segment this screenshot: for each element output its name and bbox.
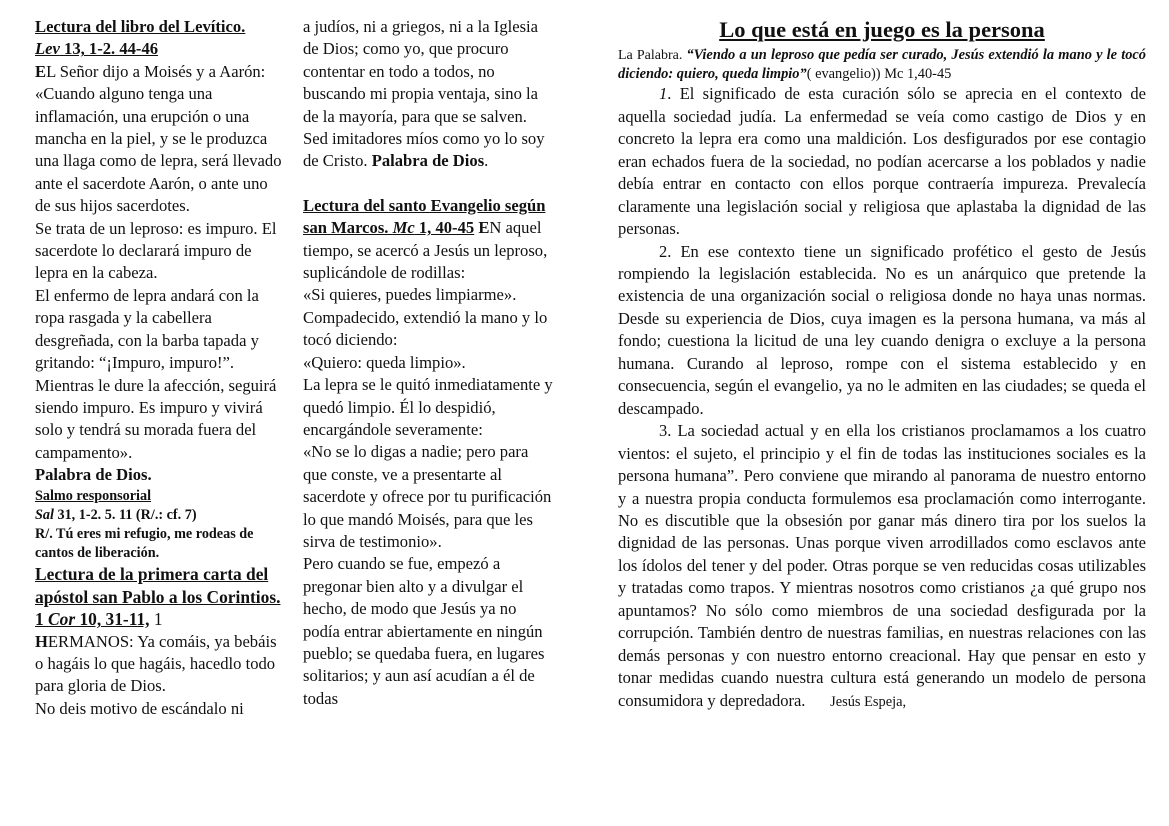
commentary-paragraph-1 — [618, 83, 1146, 240]
leviticus-paragraph-3: El enfermo de lepra andará con la ropa rasgada y la cabellera desgreñada, con la barba tapada y gritando: “¡Impuro, impuro!”. Mientras le dure la afección, seguirá siendo impuro. Es impuro y vivirá solo y tendrá su morada fuera del campamento». — [35, 285, 277, 462]
column-2 — [303, 16, 555, 710]
psalm-ref: 31, 1-2. 5. 11 (R/.: cf. 7) — [53, 506, 197, 523]
corinthians-ref-tail: 1 — [149, 609, 163, 630]
psalm-heading: Salmo responsorial — [35, 487, 152, 504]
leviticus-ref: 13, 1-2. 44-46 — [59, 39, 159, 59]
leviticus-text — [35, 61, 287, 218]
column-1 — [35, 16, 287, 720]
gospel-ref-book: Mc — [392, 218, 415, 238]
psalm-response: R/. Tú eres mi refugio, me rodeas de cantos de liberación. — [35, 525, 254, 562]
commentary-paragraph-3 — [618, 420, 1146, 713]
intro-label: La Palabra. — [618, 48, 687, 63]
corinthians-text-body: ERMANOS: Ya comáis, ya bebáis o hagáis lo que hagáis, hacedlo todo para gloria de Dios. — [35, 631, 277, 696]
corinthians-ref: 10, 31-11, — [75, 609, 150, 630]
corinthians-text — [35, 631, 287, 698]
paragraph-3-text: 3. La sociedad actual y en ella los cristianos proclamamos a los cuatro vientos: el sujeto, el principio y el fin de todas las instituciones sociales es la persona humana”. Pero conviene que mirando al panorama de nuestro entorno y a nuestra propia conducta formulemos esa proclamación como interrogante. No es discutible que la obsesión por ganar más dinero tira por los suelos la dignidad de las personas. Unas porque viven arrodillados como esclavos ante los ídolos del tener y del poder. Otras porque se ven reducidas cosas utilizables y tratadas como trapos. Y mientras nosotros como cristianos ¿a qué grupo nos apuntamos? No sólo como miembros de una sociedad desfigurada por la corrupción. También dentro de nuestras familias, en nuestras relaciones con las demás personas y con nuestro entorno creacional. Hay que pensar en esto y tonar medidas cuando nuestra cultura está generando un modelo de persona consumidora y depredadora. — [618, 421, 1146, 710]
gospel-text-body: N aquel tiempo, se acercó a Jesús un leproso, suplicándole de rodillas: — [303, 218, 548, 283]
commentary — [618, 83, 1146, 713]
spacer — [303, 173, 555, 195]
corinthians-paragraph-3 — [303, 128, 555, 173]
intro — [618, 46, 1146, 83]
leviticus-ref-book: Lev — [35, 39, 60, 59]
gospel-paragraph-3: «Quiero: queda limpio». — [303, 352, 466, 372]
paragraph-1-text: . El significado de esta curación sólo se aprecia en el contexto de aquella sociedad judía. La enfermedad se veía como castigo de Dios y en concreto la lepra era como una maldición. Los desfigurados por ese contagio eran echados fuera de la sociedad, no podían acercarse a los poblados y nadie debía entrar en contacto con ellos porque contraería impureza. Prevalecía claramente una legislación social y religiosa que aplastaba la dignidad de las personas. — [618, 84, 1146, 239]
corinthians-end-dot: . — [484, 151, 489, 171]
gospel-paragraph-5: «No se lo digas a nadie; pero para que conste, ve a presentarte al sacerdote y ofrece por tu purificación lo que mandó Moisés, para que les sirva de testimonio». — [303, 442, 552, 551]
intro-source: ( evangelio)) Mc 1,40-45 — [806, 66, 952, 83]
leviticus-heading — [35, 16, 287, 61]
author: Jesús Espeja, — [830, 693, 907, 710]
paragraph-1-number: 1 — [659, 84, 668, 104]
corinthians-p3-text: Sed imitadores míos como yo lo soy de Cristo. — [303, 129, 545, 171]
psalm-ref-book: Sal — [35, 506, 54, 523]
corinthians-continued: a judíos, ni a griegos, ni a la Iglesia de Dios; como yo, que procuro contentar en todo a todos, no buscando mi propia ventaja, sino la de la mayoría, para que se salven. — [303, 17, 539, 126]
psalm-block — [35, 487, 287, 564]
leviticus-paragraph-2: Se trata de un leproso: es impuro. El sacerdote lo declarará impuro de lepra en la cabeza. — [35, 218, 277, 283]
intro-quote: “Viendo a un leproso que pedía ser curado, Jesús extendió la mano y le tocó diciendo: quiero, queda limpio” — [618, 47, 1146, 83]
corinthians-dropcap: H — [35, 631, 48, 651]
gospel-paragraph-2: «Si quieres, puedes limpiarme». Compadecido, extendió la mano y lo tocó diciendo: — [303, 285, 548, 350]
leviticus-title: Lectura del libro del Levítico. — [35, 17, 246, 36]
leviticus-end: Palabra de Dios. — [35, 465, 152, 485]
corinthians-heading — [35, 563, 287, 630]
corinthians-title: Lectura de la primera carta del apóstol san Pablo a los Corintios. 1 — [35, 564, 281, 630]
page-title: Lo que está en juego es la persona — [719, 17, 1045, 42]
commentary-paragraph-2: 2. En ese contexto tiene un significado profético el gesto de Jesús rompiendo la legislación establecida. No es un anárquico que pretende la existencia de una organización social o religiosa donde no haya unas normas. Desde su experiencia de Dios, cuya imagen es la persona humana, va más al fondo; cuestiona la licitud de una ley cuando denigra o excluye a la persona humana. Curando al leproso, rompe con el sistema establecido y en consecuencia, según el evangelio, ya no le admiten en las ciudades; se queda el descampado. — [618, 241, 1146, 418]
corinthians-end: Palabra de Dios — [371, 151, 485, 171]
corinthians-ref-book: Cor — [48, 609, 76, 630]
gospel-title: Lectura del santo Evangelio según san Marcos. — [303, 195, 546, 238]
gospel-paragraph-6: Pero cuando se fue, empezó a pregonar bien alto y a divulgar el hecho, de modo que Jesús ya no podía entrar abiertamente en ningún pueblo; se quedaba fuera, en lugares solitarios; y aun así acudían a él de todas — [303, 554, 545, 708]
gospel-ref: 1, 40-45 — [414, 218, 475, 238]
leviticus-dropcap: E — [35, 61, 47, 81]
corinthians-paragraph-2: No deis motivo de escándalo ni — [35, 698, 244, 718]
gospel-dropcap: E — [474, 218, 490, 238]
leviticus-text-body: L Señor dijo a Moisés y a Aarón: «Cuando alguno tenga una inflamación, una erupción o una mancha en la piel, y se le produzca una llaga como de lepra, será llevado ante el sacerdote Aarón, o ante uno de sus hijos sacerdotes. — [35, 61, 282, 216]
gospel-paragraph-4: La lepra se le quitó inmediatamente y quedó limpio. Él lo despidió, encargándole severamente: — [303, 375, 553, 439]
column-3 — [618, 16, 1146, 713]
gospel-intro — [303, 195, 555, 285]
